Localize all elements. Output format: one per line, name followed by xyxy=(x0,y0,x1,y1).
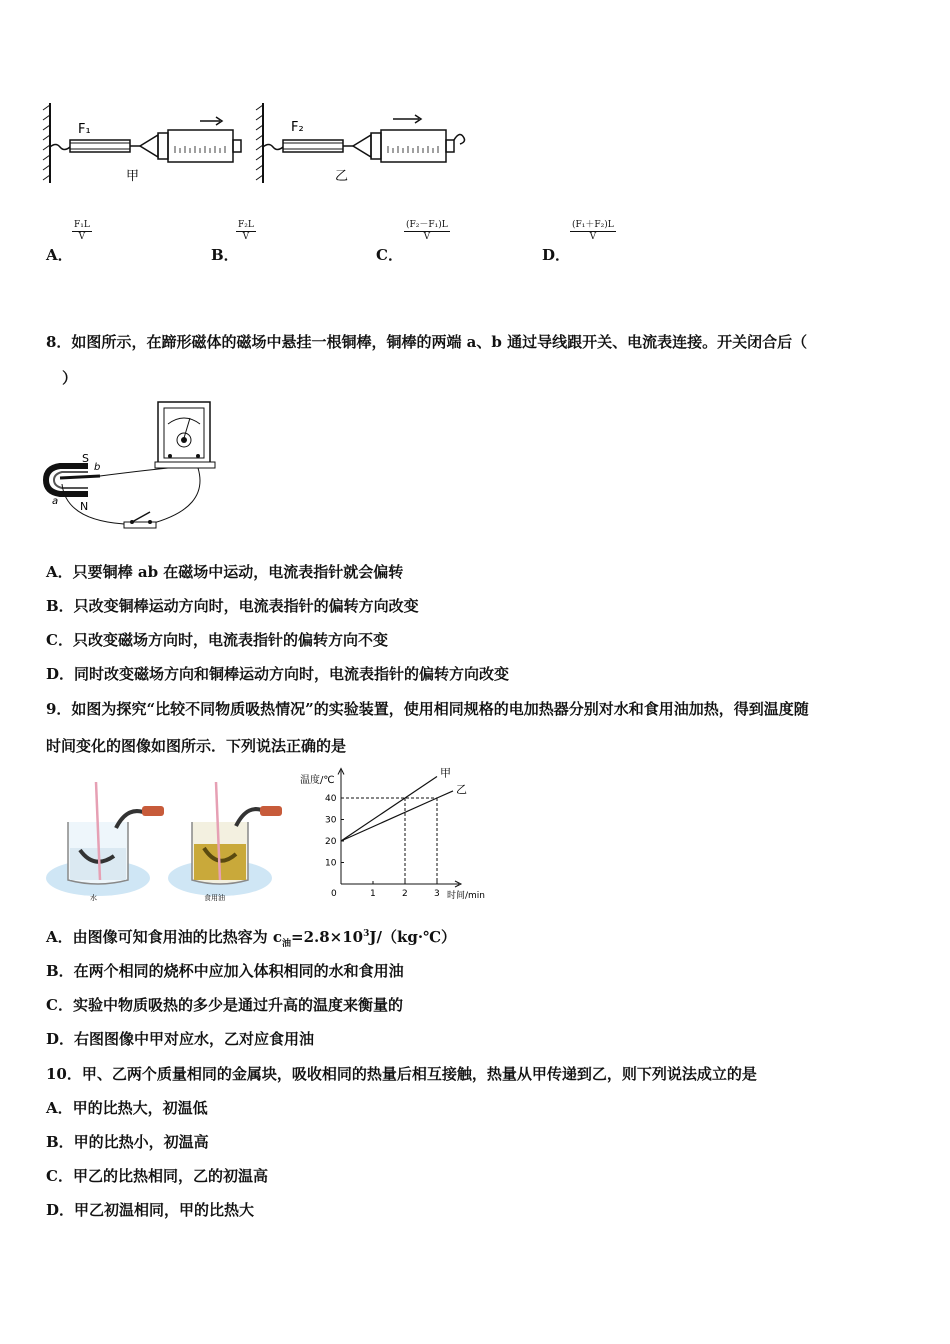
horseshoe-magnet xyxy=(46,466,100,494)
x-tick-label: 1 xyxy=(370,889,376,899)
q7-option-c-denominator: V xyxy=(423,232,431,242)
label-n: N xyxy=(80,500,89,513)
x-axis-label: 时间/min xyxy=(447,891,486,901)
series-line-jia xyxy=(341,777,437,842)
q7-option-a-fraction xyxy=(72,220,92,243)
q7-option-a-numerator: F₁L xyxy=(74,220,90,230)
q7-option-c-numerator: (F₂－F₁)L xyxy=(406,220,448,230)
galvanometer xyxy=(155,402,215,468)
x-tick-label: 2 xyxy=(402,889,408,899)
y-tick-label: 40 xyxy=(325,794,337,804)
q9-option-a-prefix: A．由图像可知食用油的比热容为 c xyxy=(46,928,282,946)
label-water: 水 xyxy=(90,894,97,902)
q9-option-d: D．右图图像中甲对应水，乙对应食用油 xyxy=(46,1030,315,1048)
q9-beakers-photo xyxy=(44,780,294,905)
label-oil: 食用油 xyxy=(204,894,225,902)
q7-option-d-letter: D． xyxy=(542,246,571,264)
q9-option-b: B．在两个相同的烧杯中应加入体积相同的水和食用油 xyxy=(46,962,404,980)
q10-option-a: A．甲的比热大，初温低 xyxy=(46,1099,208,1117)
q8-option-b: B．只改变铜棒运动方向时，电流表指针的偏转方向改变 xyxy=(46,597,419,615)
oil-beaker xyxy=(168,782,282,902)
q9-option-a xyxy=(46,926,456,949)
q7-option-d-denominator: V xyxy=(589,232,597,242)
caption-yi: 乙 xyxy=(335,169,349,184)
q9-option-a-sub: 油 xyxy=(282,939,292,949)
series-label-yi: 乙 xyxy=(456,782,467,796)
q9-stem-line1: 9．如图为探究“比较不同物质吸热情况”的实验装置，使用相同规格的电加热器分别对水和食用油加热，得到温度随 xyxy=(46,700,809,718)
caption-jia: 甲 xyxy=(126,169,140,184)
q7-option-a-letter: A． xyxy=(46,246,73,264)
q9-temperature-time-chart xyxy=(296,766,506,906)
q8-stem-line1: 8．如图所示，在蹄形磁体的磁场中悬挂一根铜棒，铜棒的两端 a、b 通过导线跟开关、电流表连接。开关闭合后（ xyxy=(46,333,808,351)
label-b: b xyxy=(94,462,101,473)
q9-option-a-sup: 3 xyxy=(363,929,370,939)
label-s: S xyxy=(82,452,89,465)
q7-option-b-denominator: V xyxy=(242,232,250,242)
q10-option-b: B．甲的比热小，初温高 xyxy=(46,1133,209,1151)
q7-option-b-letter: B． xyxy=(211,246,239,264)
q7-option-b-fraction xyxy=(236,220,256,243)
q10-stem: 10．甲、乙两个质量相同的金属块，吸收相同的热量后相互接触，热量从甲传递到乙，则下列说法成立的是 xyxy=(46,1065,757,1083)
q8-option-a: A．只要铜棒 ab 在磁场中运动，电流表指针就会偏转 xyxy=(46,563,404,581)
x-tick-label: 0 xyxy=(331,889,337,899)
q9-option-a-mid: =2.8×10 xyxy=(291,928,364,946)
q8-option-d: D．同时改变磁场方向和铜棒运动方向时，电流表指针的偏转方向改变 xyxy=(46,665,510,683)
water-beaker xyxy=(46,782,164,902)
q8-magnet-circuit-figure xyxy=(40,398,220,538)
y-tick-label: 30 xyxy=(325,815,337,826)
q9-option-a-suffix: J/（kg·℃） xyxy=(369,928,457,946)
label-f2: F₂ xyxy=(291,120,304,135)
label-a: a xyxy=(52,496,59,507)
q7-option-d-fraction xyxy=(570,220,616,243)
series-label-jia: 甲 xyxy=(440,766,451,780)
q7-option-d-numerator: (F₁＋F₂)L xyxy=(572,220,614,230)
apparatus-yi xyxy=(256,103,465,184)
y-axis-label: 温度/℃ xyxy=(300,775,335,786)
y-tick-label: 10 xyxy=(325,858,337,869)
q7-option-b-numerator: F₂L xyxy=(238,220,254,230)
q9-option-c: C．实验中物质吸热的多少是通过升高的温度来衡量的 xyxy=(46,996,403,1014)
q8-option-c: C．只改变磁场方向时，电流表指针的偏转方向不变 xyxy=(46,631,388,649)
q9-stem-line2: 时间变化的图像如图所示．下列说法正确的是 xyxy=(46,737,347,755)
q7-apparatus-figure xyxy=(40,95,470,195)
y-tick-label: 20 xyxy=(325,837,337,847)
q7-option-c-letter: C． xyxy=(376,246,403,264)
q10-option-c: C．甲乙的比热相同，乙的初温高 xyxy=(46,1167,268,1185)
q8-stem-line2: ） xyxy=(62,369,78,387)
q7-option-c-fraction xyxy=(404,220,450,243)
x-tick-label: 3 xyxy=(434,889,440,899)
switch-icon xyxy=(124,512,156,528)
label-f1: F₁ xyxy=(78,122,91,137)
apparatus-jia xyxy=(43,103,241,184)
q10-option-d: D．甲乙初温相同，甲的比热大 xyxy=(46,1201,255,1219)
q7-option-a-denominator: V xyxy=(78,232,86,242)
